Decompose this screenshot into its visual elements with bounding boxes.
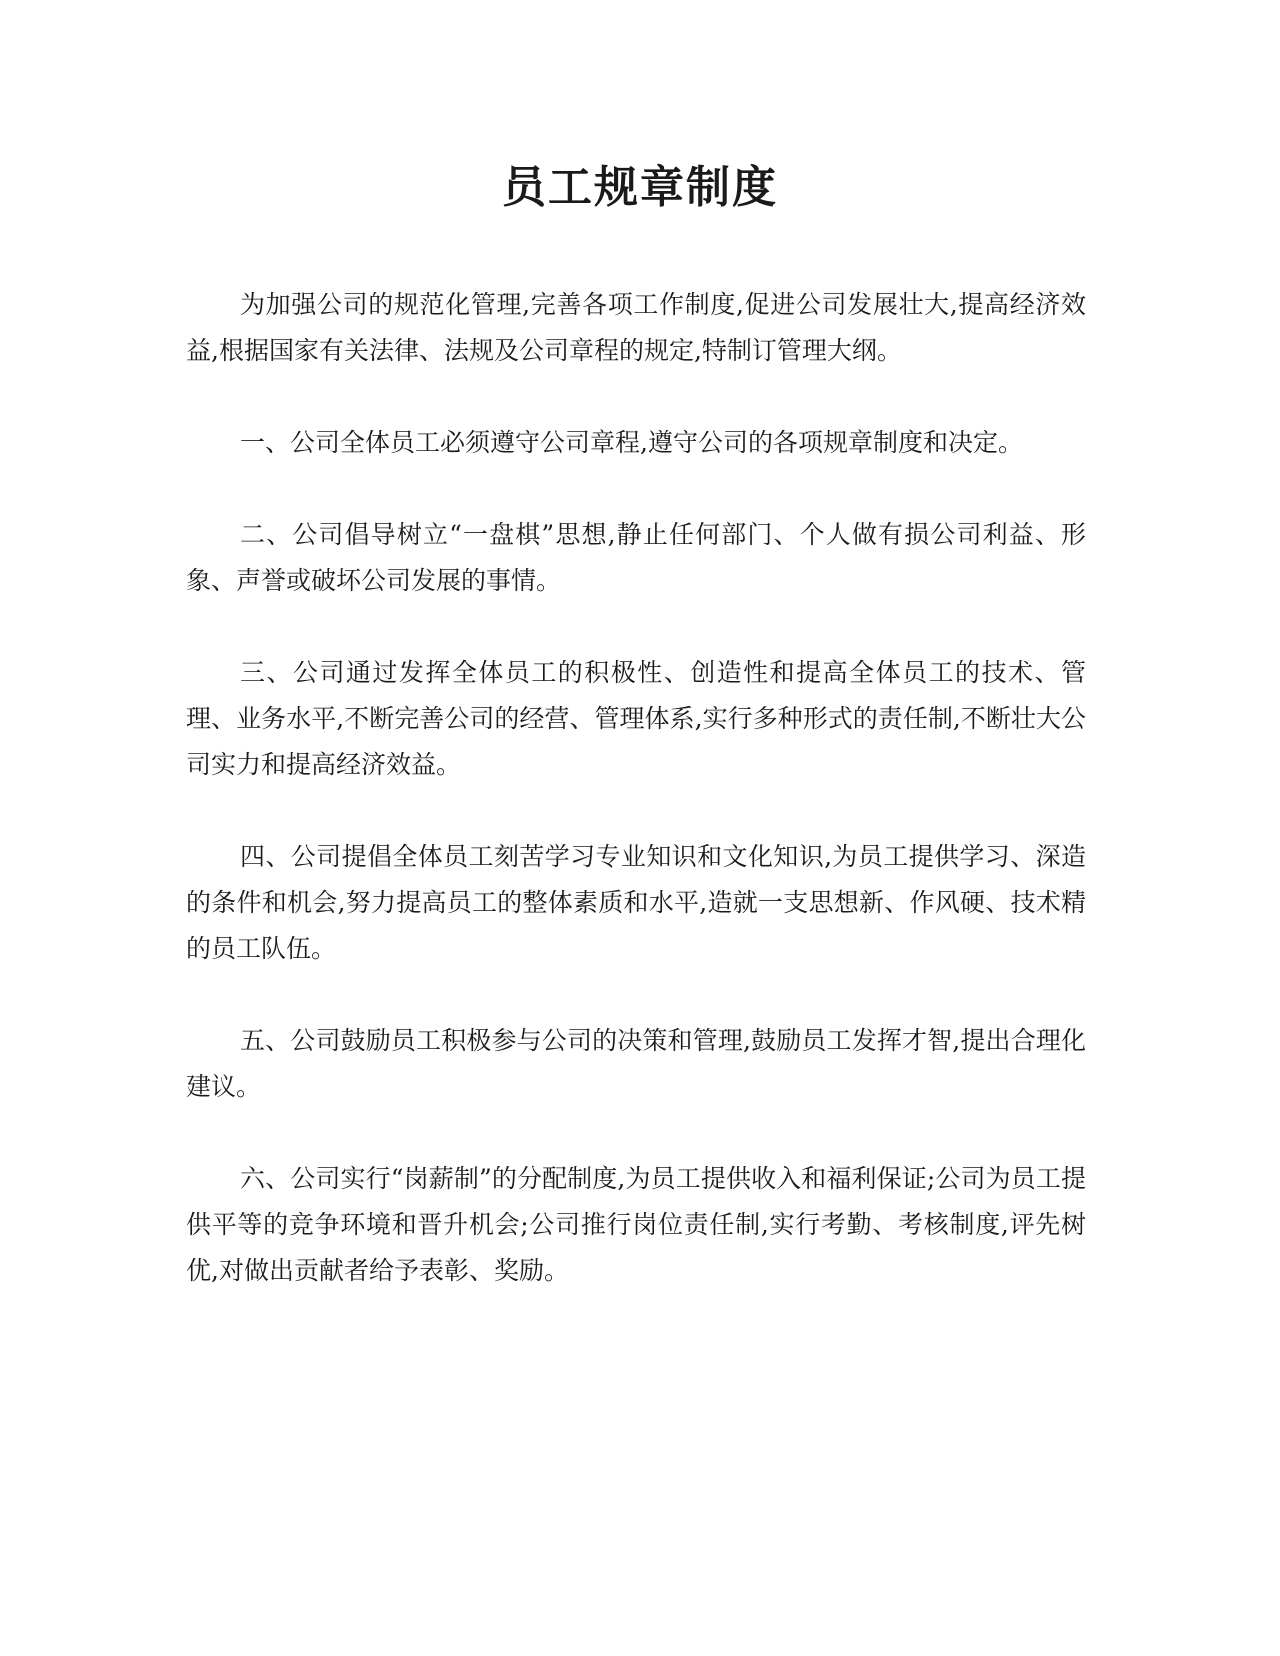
clause-3-paragraph: 三、公司通过发挥全体员工的积极性、创造性和提高全体员工的技术、管理、业务水平,不断完善公司的经营、管理体系,实行多种形式的责任制,不断壮大公司实力和提高经济效益。 xyxy=(186,658,1086,779)
clause-6-paragraph: 六、公司实行“岗薪制”的分配制度,为员工提供收入和福利保证;公司为员工提供平等的竞争环境和晋升机会;公司推行岗位责任制,实行考勤、考核制度,评先树优,对做出贡献者给予表彰、奖励。 xyxy=(186,1164,1086,1285)
clause-4-paragraph: 四、公司提倡全体员工刻苦学习专业知识和文化知识,为员工提供学习、深造的条件和机会,努力提高员工的整体素质和水平,造就一支思想新、作风硬、技术精的员工队伍。 xyxy=(186,842,1086,963)
clause-2-paragraph: 二、公司倡导树立“一盘棋”思想,静止任何部门、个人做有损公司利益、形象、声誉或破坏公司发展的事情。 xyxy=(186,520,1086,595)
clause-5-paragraph: 五、公司鼓励员工积极参与公司的决策和管理,鼓励员工发挥才智,提出合理化建议。 xyxy=(186,1026,1086,1101)
intro-paragraph: 为加强公司的规范化管理,完善各项工作制度,促进公司发展壮大,提高经济效益,根据国家有关法律、法规及公司章程的规定,特制订管理大纲。 xyxy=(186,290,1086,365)
document-title: 员工规章制度 xyxy=(502,162,778,213)
clause-1-paragraph: 一、公司全体员工必须遵守公司章程,遵守公司的各项规章制度和决定。 xyxy=(240,428,1023,457)
document-body xyxy=(186,282,1086,1340)
